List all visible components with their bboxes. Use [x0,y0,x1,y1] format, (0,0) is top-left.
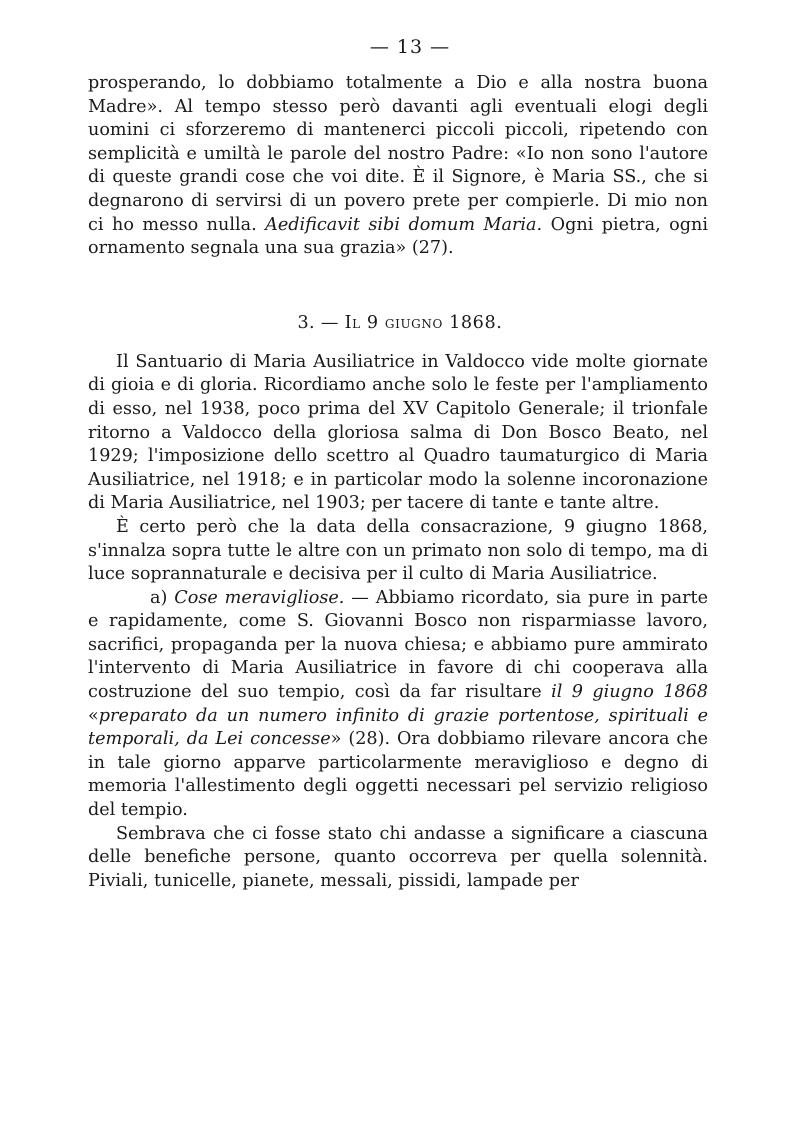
italic-quote: preparato da un numero infinito di grazie portentose, spirituali e temporali, da Lei concesse [88,705,708,750]
book-page [88,36,708,893]
paragraph-text: » (28). Ora dobbiamo rilevare ancora che in tale giorno apparve particolarmente meraviglioso e degno di memoria l'allestimento degli oggetti necessari pel servizio religioso del tempio. [88,729,709,821]
subsection-label: a) [150,587,175,608]
paragraph: Sembrava che ci fosse stato chi andasse a significare a ciascuna delle benefiche persone, quanto occorreva per quella solennità. Piviali, tunicelle, pianete, messali, pissidi, lampade per [88,823,708,891]
subsection-paragraph [88,587,708,823]
paragraph-text: prosperando, lo dobbiamo totalmente a Dio e alla nostra buona Madre». Al tempo stesso però davanti agli eventuali elogi degli uomini ci sforzeremo di mantenerci piccoli piccoli, ripetendo con semplicità e umiltà le parole del nostro Padre: «Io non sono l'autore di queste grandi cose che voi dite. È il Signore, è Maria SS., che si degnarono di servirsi di un povero prete per compierle. Di mio non ci ho messo nulla. [88,73,708,235]
paragraph-text: « [88,705,99,726]
section-heading [88,313,708,333]
section-title: Il 9 giugno 1868. [344,312,503,333]
paragraph: Il Santuario di Maria Ausiliatrice in Valdocco vide molte giornate di gioia e di gloria. Ricordiamo anche solo le feste per l'ampliamento di esso, nel 1938, poco prima del XV Capitolo Generale; il trionfale ritorno a Valdocco della gloriosa salma di Don Bosco Beato, nel 1929; l'imposizione dello scettro al Quadro taumaturgico di Maria Ausiliatrice, nel 1918; e in particolar modo la solenne incoronazione di Maria Ausiliatrice, nel 1903; per tacere di tante e tante altre. [88,351,708,514]
latin-quote: Aedificavit sibi domum Maria. [265,214,543,235]
paragraph-text: — Abbiamo ricordato, sia pure in parte e rapidamente, come S. Giovanni Bosco non risparmiasse lavoro, sacrifici, propaganda per la nuova chiesa; e abbiamo pure ammirato l'intervento di Maria Ausiliatrice in favore di chi cooperava alla costruzione del suo tempio, così da far risultare [88,587,708,703]
subsection-title: Cose meravigliose. [174,587,345,608]
section-number: 3. — [297,312,339,333]
italic-date: il 9 giugno 1868 [551,682,709,703]
page-number: — 13 — [369,36,451,58]
paragraph-text: Ogni pietra, ogni ornamento segnala una sua grazia» (27). [88,214,708,259]
paragraph: È certo però che la data della consacrazione, 9 giugno 1868, s'innalza sopra tutte le altre con un primato non solo di tempo, ma di luce soprannaturale e decisiva per il culto di Maria Ausiliatrice. [88,516,708,585]
paragraph-continuation [88,72,708,261]
